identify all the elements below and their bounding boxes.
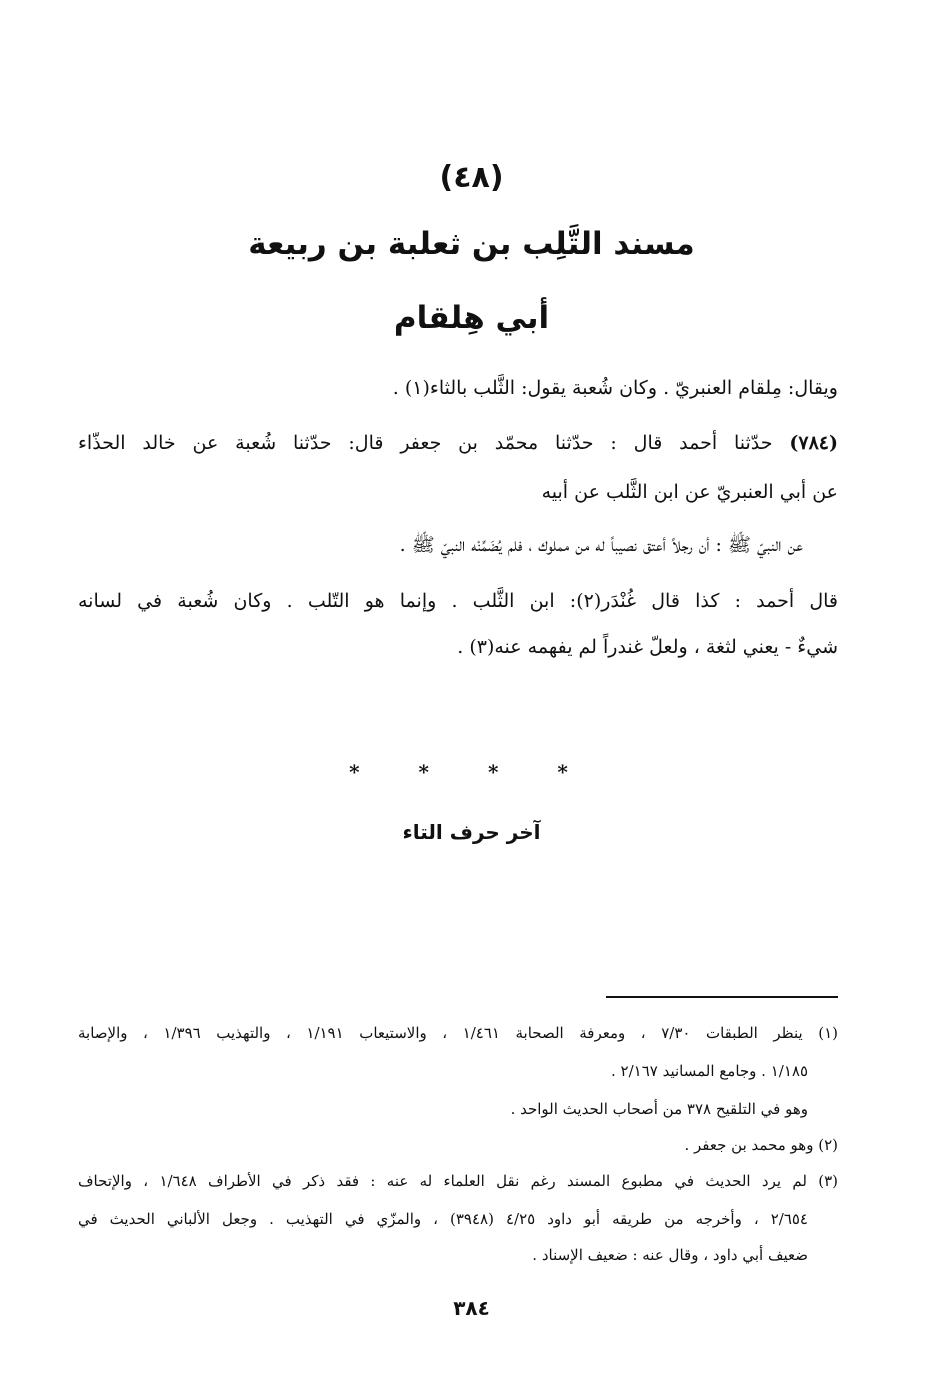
comment-line-1: قال أحمد : كذا قال غُنْدَر(٢): ابن الثَّلب . وإنما هو التّلب . وكان شُعبة في لسانه [78,590,838,612]
page-number: ٣٨٤ [453,1296,490,1320]
end-of-letter-title: آخر حرف التاء [402,820,541,844]
hadith-matn: عن النبيّ ﷺ : أن رجلاً أعتق نصيباً له من مملوك ، فلم يُضَمِّنْه النبيّ ﷺ . [399,534,803,556]
musnad-title: مسند التَّلِب بن ثعلبة بن ربيعة [248,226,695,262]
chapter-number: (٤٨) [439,160,504,195]
hadith-line-1 [78,429,838,457]
footnote-1-line-3: وهو في التلقيح ٣٧٨ من أصحاب الحديث الواحد . [510,1100,808,1118]
footnote-3-line-2: ٢/٦٥٤ ، وأخرجه من طريقه أبو داود ٤/٢٥ (٣٩٤٨) ، والمزّي في التهذيب . وجعل الألباني الحديث في [78,1210,808,1228]
footnote-3-line-1: (٣) لم يرد الحديث في مطبوع المسند رغم نقل العلماء له عنه : فقد ذكر في الأطراف ١/٦٤٨ ، والإتحاف [78,1172,838,1190]
footnote-3-line-3: ضعيف أبي داود ، وقال عنه : ضعيف الإسناد . [532,1246,808,1264]
comment-line-2: شيءٌ - يعني لثغة ، ولعلّ غندراً لم يفهمه عنه(٣) . [457,636,838,658]
hadith-line-2: عن أبي العنبريّ عن ابن الثَّلب عن أبيه [541,481,838,503]
hadith-isnad: حدّثنا أحمد قال : حدّثنا محمّد بن جعفر قال: حدّثنا شُعبة عن خالد الحذّاء [78,432,773,454]
footnote-divider [606,996,838,998]
hadith-number: (٧٨٤) [789,432,839,454]
intro-paragraph: ويقال: مِلقام العنبريّ . وكان شُعبة يقول: الثَّلب بالثاء(١) . [392,377,838,399]
footnote-1-line-2: ١/١٨٥ . وجامع المسانيد ٢/١٦٧ . [611,1062,808,1080]
footnote-1-line-1: (١) ينظر الطبقات ٧/٣٠ ، ومعرفة الصحابة ١/٤٦١ ، والاستيعاب ١/١٩١ ، والتهذيب ١/٣٩٦ ، والإصابة [78,1024,838,1042]
kunya-title: أبي هِلقام [393,300,550,336]
footnote-2: (٢) وهو محمد بن جعفر . [684,1136,838,1154]
section-separator: * * * * [349,760,594,784]
